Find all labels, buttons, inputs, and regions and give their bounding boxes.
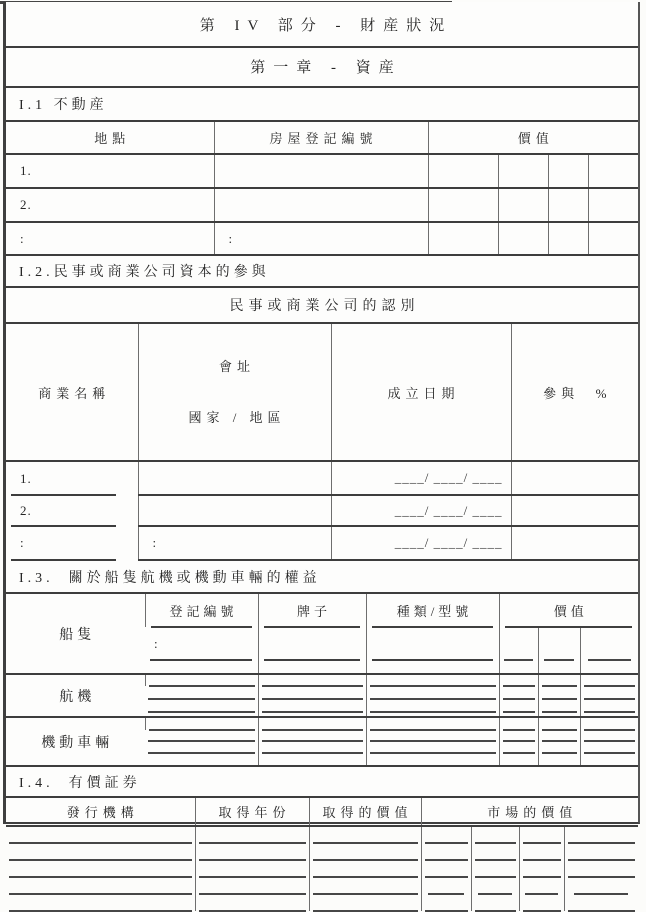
empty-cell bbox=[145, 674, 258, 686]
section-label-i1: I.1 不動産 bbox=[6, 88, 638, 122]
value-subcell bbox=[499, 753, 538, 766]
row-label-motor-vehicles: 機動車輛 bbox=[41, 735, 114, 751]
value-subcell bbox=[580, 674, 638, 686]
real-estate-header-row bbox=[6, 122, 638, 154]
empty-cell bbox=[258, 730, 366, 741]
date-blank-field: ____/ ____/ ____ bbox=[331, 495, 511, 526]
value-subcell bbox=[564, 843, 638, 860]
value-subcell bbox=[471, 826, 519, 843]
empty-cell bbox=[309, 877, 421, 894]
column-header-share-percent: 參與 % bbox=[511, 324, 638, 461]
date-blank-field: ____/ ____/ ____ bbox=[331, 526, 511, 560]
row-number-cell bbox=[6, 461, 138, 495]
empty-cell bbox=[498, 188, 548, 222]
empty-cell bbox=[428, 222, 498, 255]
empty-cell bbox=[145, 741, 258, 753]
value-subcell bbox=[538, 686, 580, 699]
company-participation-table bbox=[6, 324, 638, 561]
value-subcell bbox=[580, 686, 638, 699]
value-subcell bbox=[580, 717, 638, 730]
empty-cell bbox=[548, 188, 588, 222]
date-blank-field: ____/ ____/ ____ bbox=[331, 461, 511, 495]
column-header-registration: 登記編號 bbox=[145, 594, 258, 627]
securities-header-row bbox=[6, 798, 638, 826]
value-subcell bbox=[580, 627, 638, 660]
vehicles-table bbox=[6, 594, 638, 767]
empty-cell bbox=[366, 699, 499, 712]
empty-cell bbox=[195, 894, 309, 911]
value-subcell bbox=[471, 877, 519, 894]
row-number: 1. bbox=[20, 163, 32, 178]
empty-cell bbox=[258, 741, 366, 753]
value-subcell bbox=[564, 894, 638, 911]
value-subcell bbox=[421, 826, 471, 843]
row-label-aircraft: 航機 bbox=[6, 674, 145, 717]
value-subcell bbox=[580, 730, 638, 741]
colon-marker: : bbox=[145, 627, 258, 660]
table-row bbox=[6, 154, 638, 188]
column-header-establish-date: 成立日期 bbox=[331, 324, 511, 461]
value-subcell bbox=[519, 843, 564, 860]
column-header-acquisition-year: 取得年份 bbox=[195, 798, 309, 826]
empty-cell bbox=[548, 154, 588, 188]
colon-marker: : bbox=[214, 222, 428, 255]
empty-cell bbox=[258, 699, 366, 712]
value-subcell bbox=[564, 826, 638, 843]
empty-cell bbox=[258, 660, 366, 674]
empty-cell bbox=[6, 877, 195, 894]
empty-cell bbox=[6, 894, 195, 911]
empty-cell bbox=[498, 222, 548, 255]
empty-cell bbox=[138, 495, 331, 526]
value-subcell bbox=[499, 627, 538, 660]
value-subcell bbox=[580, 660, 638, 674]
empty-cell bbox=[588, 154, 638, 188]
value-subcell bbox=[499, 660, 538, 674]
empty-cell bbox=[145, 686, 258, 699]
empty-cell bbox=[6, 860, 195, 877]
value-subcell bbox=[538, 660, 580, 674]
value-subcell bbox=[519, 877, 564, 894]
securities-table bbox=[6, 798, 638, 911]
empty-cell bbox=[428, 154, 498, 188]
value-subcell bbox=[471, 843, 519, 860]
value-subcell bbox=[564, 877, 638, 894]
section-label-i3: I.3. 關於船隻航機或機動車輛的權益 bbox=[6, 561, 638, 594]
value-subcell bbox=[499, 686, 538, 699]
value-subcell bbox=[499, 730, 538, 741]
section-label-i4: I.4. 有價証券 bbox=[6, 767, 638, 798]
empty-cell bbox=[309, 826, 421, 843]
value-subcell bbox=[421, 860, 471, 877]
empty-cell bbox=[6, 826, 195, 843]
value-subcell bbox=[538, 753, 580, 766]
empty-cell bbox=[366, 717, 499, 730]
empty-cell bbox=[214, 154, 428, 188]
securities-row bbox=[6, 860, 638, 877]
section-label-i2: I.2.民事或商業公司資本的參與 bbox=[6, 256, 638, 288]
empty-cell bbox=[511, 461, 638, 495]
securities-row bbox=[6, 877, 638, 894]
empty-cell bbox=[309, 843, 421, 860]
value-subcell bbox=[421, 877, 471, 894]
empty-cell bbox=[145, 717, 258, 730]
column-header-brand: 牌子 bbox=[258, 594, 366, 627]
empty-cell bbox=[195, 877, 309, 894]
part-title: 第 IV 部分 - 財産狀況 bbox=[6, 2, 638, 48]
writing-line bbox=[11, 559, 116, 561]
empty-cell bbox=[195, 843, 309, 860]
value-subcell bbox=[499, 674, 538, 686]
column-header-registration: 房屋登記編號 bbox=[214, 122, 428, 154]
empty-cell bbox=[145, 699, 258, 712]
colon-marker: : bbox=[138, 526, 331, 560]
column-header-market-value: 市場的價值 bbox=[421, 798, 638, 826]
empty-cell bbox=[366, 730, 499, 741]
value-subcell bbox=[538, 730, 580, 741]
empty-cell bbox=[309, 894, 421, 911]
empty-cell bbox=[258, 753, 366, 766]
empty-cell bbox=[145, 730, 258, 741]
value-subcell bbox=[538, 717, 580, 730]
value-subcell bbox=[538, 699, 580, 712]
empty-cell bbox=[138, 461, 331, 495]
column-header-value: 價值 bbox=[499, 594, 638, 627]
empty-cell bbox=[145, 753, 258, 766]
value-subcell bbox=[580, 741, 638, 753]
value-subcell bbox=[499, 741, 538, 753]
value-subcell bbox=[519, 894, 564, 911]
row-number: : bbox=[20, 230, 25, 246]
address-line-1: 會址 bbox=[218, 359, 255, 374]
empty-cell bbox=[258, 686, 366, 699]
address-line-2: 國家 / 地區 bbox=[188, 410, 286, 425]
value-subcell bbox=[580, 699, 638, 712]
row-number: 2. bbox=[20, 197, 32, 212]
value-subcell bbox=[538, 674, 580, 686]
securities-row bbox=[6, 894, 638, 911]
value-subcell bbox=[471, 860, 519, 877]
row-label-vessels: 船隻 bbox=[6, 594, 145, 674]
value-subcell bbox=[564, 860, 638, 877]
table-row bbox=[6, 461, 638, 495]
column-header-location: 地點 bbox=[94, 131, 131, 146]
empty-cell bbox=[366, 686, 499, 699]
empty-cell bbox=[366, 627, 499, 660]
table-row bbox=[6, 222, 638, 255]
empty-cell bbox=[366, 674, 499, 686]
value-subcell bbox=[519, 826, 564, 843]
empty-cell bbox=[258, 627, 366, 660]
value-subcell bbox=[538, 627, 580, 660]
column-header-value: 價值 bbox=[428, 122, 638, 154]
row-number-cell bbox=[6, 495, 138, 526]
securities-row bbox=[6, 843, 638, 860]
value-subcell bbox=[499, 717, 538, 730]
value-subcell bbox=[519, 860, 564, 877]
empty-cell bbox=[366, 741, 499, 753]
empty-cell bbox=[309, 860, 421, 877]
real-estate-table bbox=[6, 122, 638, 256]
value-subcell bbox=[538, 741, 580, 753]
column-header-type-model: 種類/型號 bbox=[366, 594, 499, 627]
value-subcell bbox=[580, 753, 638, 766]
empty-cell bbox=[428, 188, 498, 222]
row-number-cell bbox=[6, 526, 138, 560]
empty-cell bbox=[195, 860, 309, 877]
empty-cell bbox=[548, 222, 588, 255]
table-row bbox=[6, 526, 638, 560]
row-number: 1. bbox=[20, 470, 32, 486]
securities-row bbox=[6, 826, 638, 843]
chapter-title: 第一章 - 資産 bbox=[6, 48, 638, 88]
empty-cell bbox=[145, 660, 258, 674]
column-header-issuer: 發行機構 bbox=[66, 805, 139, 820]
column-header-acquisition-value: 取得的價值 bbox=[309, 798, 421, 826]
empty-cell bbox=[195, 826, 309, 843]
empty-cell bbox=[588, 188, 638, 222]
empty-cell bbox=[258, 717, 366, 730]
aircraft-row bbox=[6, 674, 638, 686]
company-identification-subheader: 民事或商業公司的認別 bbox=[6, 288, 638, 324]
table-row bbox=[6, 188, 638, 222]
empty-cell bbox=[498, 154, 548, 188]
empty-cell bbox=[588, 222, 638, 255]
empty-cell bbox=[214, 188, 428, 222]
company-header-row bbox=[6, 324, 638, 461]
column-header-address bbox=[138, 324, 331, 461]
motor-row bbox=[6, 717, 638, 730]
empty-cell bbox=[6, 843, 195, 860]
vessels-header-row bbox=[6, 594, 638, 627]
column-header-business-name: 商業名稱 bbox=[38, 385, 111, 401]
value-subcell bbox=[421, 894, 471, 911]
value-subcell bbox=[421, 843, 471, 860]
empty-cell bbox=[366, 660, 499, 674]
row-number: 2. bbox=[20, 502, 32, 518]
empty-cell bbox=[511, 495, 638, 526]
table-row bbox=[6, 495, 638, 526]
empty-cell bbox=[366, 753, 499, 766]
value-subcell bbox=[471, 894, 519, 911]
row-number: : bbox=[20, 535, 25, 550]
empty-cell bbox=[258, 674, 366, 686]
form-sheet bbox=[3, 2, 640, 824]
value-subcell bbox=[499, 699, 538, 712]
empty-cell bbox=[511, 526, 638, 560]
